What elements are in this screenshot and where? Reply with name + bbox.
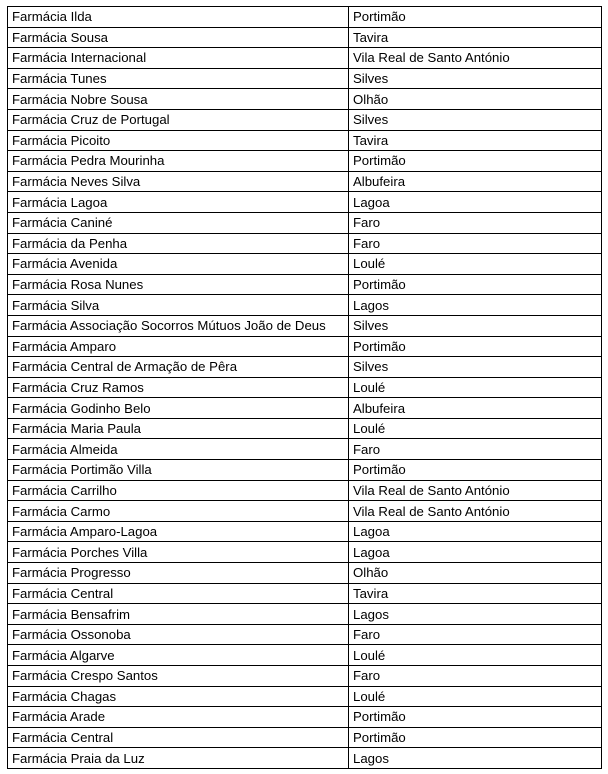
pharmacy-city-cell: Loulé xyxy=(349,377,602,398)
pharmacy-name-cell: Farmácia Godinho Belo xyxy=(8,398,349,419)
pharmacy-table-body xyxy=(8,7,602,769)
pharmacy-city-cell: Vila Real de Santo António xyxy=(349,501,602,522)
pharmacy-city-cell: Tavira xyxy=(349,130,602,151)
pharmacy-city-cell: Tavira xyxy=(349,583,602,604)
pharmacy-name-cell: Farmácia Arade xyxy=(8,707,349,728)
table-row xyxy=(8,130,602,151)
pharmacy-name-cell: Farmácia Almeida xyxy=(8,439,349,460)
pharmacy-city-cell: Portimão xyxy=(349,7,602,28)
pharmacy-name-cell: Farmácia Portimão Villa xyxy=(8,460,349,481)
table-row xyxy=(8,686,602,707)
pharmacy-city-cell: Silves xyxy=(349,68,602,89)
pharmacy-city-cell: Loulé xyxy=(349,686,602,707)
table-row xyxy=(8,7,602,28)
pharmacy-city-cell: Portimão xyxy=(349,274,602,295)
table-row xyxy=(8,521,602,542)
pharmacy-city-cell: Albufeira xyxy=(349,398,602,419)
pharmacy-city-cell: Silves xyxy=(349,315,602,336)
pharmacy-city-cell: Lagos xyxy=(349,748,602,769)
table-row xyxy=(8,604,602,625)
pharmacy-city-cell: Lagoa xyxy=(349,542,602,563)
pharmacy-city-cell: Vila Real de Santo António xyxy=(349,480,602,501)
pharmacy-table xyxy=(7,6,602,769)
table-row xyxy=(8,645,602,666)
pharmacy-name-cell: Farmácia Caniné xyxy=(8,212,349,233)
table-row xyxy=(8,542,602,563)
pharmacy-city-cell: Faro xyxy=(349,212,602,233)
table-row xyxy=(8,295,602,316)
pharmacy-name-cell: Farmácia Praia da Luz xyxy=(8,748,349,769)
pharmacy-name-cell: Farmácia Internacional xyxy=(8,48,349,69)
pharmacy-city-cell: Olhão xyxy=(349,89,602,110)
pharmacy-city-cell: Loulé xyxy=(349,254,602,275)
pharmacy-name-cell: Farmácia Central xyxy=(8,583,349,604)
table-row xyxy=(8,480,602,501)
pharmacy-name-cell: Farmácia Amparo xyxy=(8,336,349,357)
pharmacy-city-cell: Lagos xyxy=(349,604,602,625)
table-row xyxy=(8,563,602,584)
table-row xyxy=(8,68,602,89)
table-row xyxy=(8,727,602,748)
table-row xyxy=(8,707,602,728)
table-row xyxy=(8,89,602,110)
pharmacy-city-cell: Lagos xyxy=(349,295,602,316)
pharmacy-city-cell: Faro xyxy=(349,624,602,645)
pharmacy-city-cell: Portimão xyxy=(349,707,602,728)
pharmacy-name-cell: Farmácia Cruz de Portugal xyxy=(8,109,349,130)
table-row xyxy=(8,439,602,460)
pharmacy-name-cell: Farmácia Carmo xyxy=(8,501,349,522)
table-row xyxy=(8,192,602,213)
pharmacy-name-cell: Farmácia Associação Socorros Mútuos João de Deus xyxy=(8,315,349,336)
pharmacy-city-cell: Lagoa xyxy=(349,521,602,542)
table-row xyxy=(8,151,602,172)
pharmacy-city-cell: Portimão xyxy=(349,336,602,357)
pharmacy-city-cell: Olhão xyxy=(349,563,602,584)
pharmacy-city-cell: Lagoa xyxy=(349,192,602,213)
table-row xyxy=(8,212,602,233)
pharmacy-city-cell: Faro xyxy=(349,439,602,460)
pharmacy-city-cell: Faro xyxy=(349,666,602,687)
table-row xyxy=(8,254,602,275)
table-row xyxy=(8,274,602,295)
table-row xyxy=(8,27,602,48)
table-row xyxy=(8,583,602,604)
pharmacy-city-cell: Portimão xyxy=(349,727,602,748)
pharmacy-name-cell: Farmácia Lagoa xyxy=(8,192,349,213)
table-row xyxy=(8,48,602,69)
pharmacy-city-cell: Loulé xyxy=(349,418,602,439)
table-row xyxy=(8,377,602,398)
pharmacy-name-cell: Farmácia Bensafrim xyxy=(8,604,349,625)
pharmacy-name-cell: Farmácia Nobre Sousa xyxy=(8,89,349,110)
pharmacy-name-cell: Farmácia Tunes xyxy=(8,68,349,89)
pharmacy-name-cell: Farmácia Avenida xyxy=(8,254,349,275)
pharmacy-name-cell: Farmácia Chagas xyxy=(8,686,349,707)
pharmacy-name-cell: Farmácia Maria Paula xyxy=(8,418,349,439)
table-row xyxy=(8,418,602,439)
table-row xyxy=(8,748,602,769)
pharmacy-name-cell: Farmácia Central xyxy=(8,727,349,748)
table-row xyxy=(8,336,602,357)
table-row xyxy=(8,460,602,481)
table-row xyxy=(8,624,602,645)
pharmacy-city-cell: Albufeira xyxy=(349,171,602,192)
pharmacy-name-cell: Farmácia Carrilho xyxy=(8,480,349,501)
pharmacy-name-cell: Farmácia Algarve xyxy=(8,645,349,666)
pharmacy-name-cell: Farmácia Sousa xyxy=(8,27,349,48)
pharmacy-name-cell: Farmácia Central de Armação de Pêra xyxy=(8,357,349,378)
pharmacy-name-cell: Farmácia Ossonoba xyxy=(8,624,349,645)
table-row xyxy=(8,171,602,192)
pharmacy-name-cell: Farmácia Picoito xyxy=(8,130,349,151)
pharmacy-city-cell: Portimão xyxy=(349,460,602,481)
pharmacy-name-cell: Farmácia Neves Silva xyxy=(8,171,349,192)
pharmacy-city-cell: Portimão xyxy=(349,151,602,172)
table-row xyxy=(8,357,602,378)
pharmacy-city-cell: Loulé xyxy=(349,645,602,666)
pharmacy-name-cell: Farmácia Pedra Mourinha xyxy=(8,151,349,172)
pharmacy-name-cell: Farmácia Progresso xyxy=(8,563,349,584)
pharmacy-name-cell: Farmácia Ilda xyxy=(8,7,349,28)
pharmacy-name-cell: Farmácia Silva xyxy=(8,295,349,316)
table-row xyxy=(8,109,602,130)
table-row xyxy=(8,501,602,522)
pharmacy-name-cell: Farmácia Porches Villa xyxy=(8,542,349,563)
pharmacy-name-cell: Farmácia Crespo Santos xyxy=(8,666,349,687)
pharmacy-city-cell: Silves xyxy=(349,357,602,378)
table-row xyxy=(8,398,602,419)
pharmacy-name-cell: Farmácia Amparo-Lagoa xyxy=(8,521,349,542)
pharmacy-city-cell: Vila Real de Santo António xyxy=(349,48,602,69)
pharmacy-name-cell: Farmácia Cruz Ramos xyxy=(8,377,349,398)
pharmacy-name-cell: Farmácia da Penha xyxy=(8,233,349,254)
pharmacy-city-cell: Faro xyxy=(349,233,602,254)
table-row xyxy=(8,666,602,687)
pharmacy-city-cell: Silves xyxy=(349,109,602,130)
pharmacy-name-cell: Farmácia Rosa Nunes xyxy=(8,274,349,295)
pharmacy-city-cell: Tavira xyxy=(349,27,602,48)
table-row xyxy=(8,233,602,254)
pharmacy-table-container xyxy=(7,6,602,769)
table-row xyxy=(8,315,602,336)
